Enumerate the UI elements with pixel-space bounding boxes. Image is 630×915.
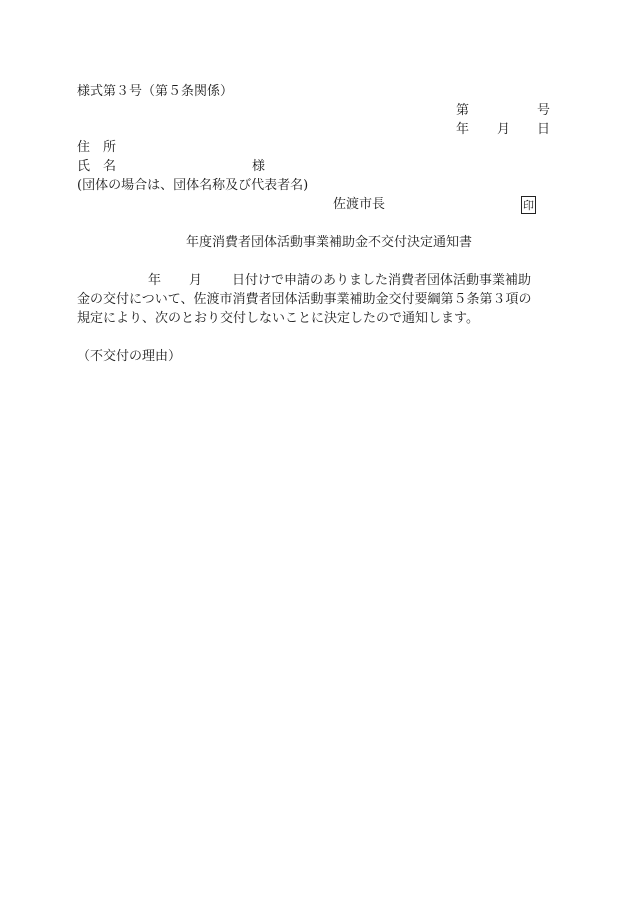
honorific: 様	[252, 159, 266, 174]
body-line-3: 規定により、次のとおり交付しないことに決定したので通知します。	[77, 311, 479, 326]
date-month: 月	[497, 122, 511, 137]
doc-number-prefix: 第	[456, 103, 470, 118]
address-label: 住 所	[77, 140, 117, 155]
group-note: (団体の場合は、団体名称及び代表者名)	[77, 178, 309, 193]
date-year: 年	[456, 122, 470, 137]
date-day: 日	[537, 122, 551, 137]
reason-heading: （不交付の理由）	[77, 349, 182, 364]
document-title: 年度消費者団体活動事業補助金不交付決定通知書	[186, 235, 473, 250]
body-month: 月	[189, 273, 203, 288]
body-line-1: 日付けで申請のありました消費者団体活動事業補助	[232, 273, 532, 288]
issuer-title: 佐渡市長	[333, 197, 386, 212]
name-label: 氏 名	[77, 159, 117, 174]
seal-box: 印	[521, 196, 536, 214]
body-year: 年	[148, 273, 162, 288]
form-number: 様式第３号（第５条関係）	[77, 84, 234, 99]
doc-number-suffix: 号	[537, 103, 551, 118]
body-line-2: 金の交付について、佐渡市消費者団体活動事業補助金交付要綱第５条第３項の	[77, 292, 532, 307]
